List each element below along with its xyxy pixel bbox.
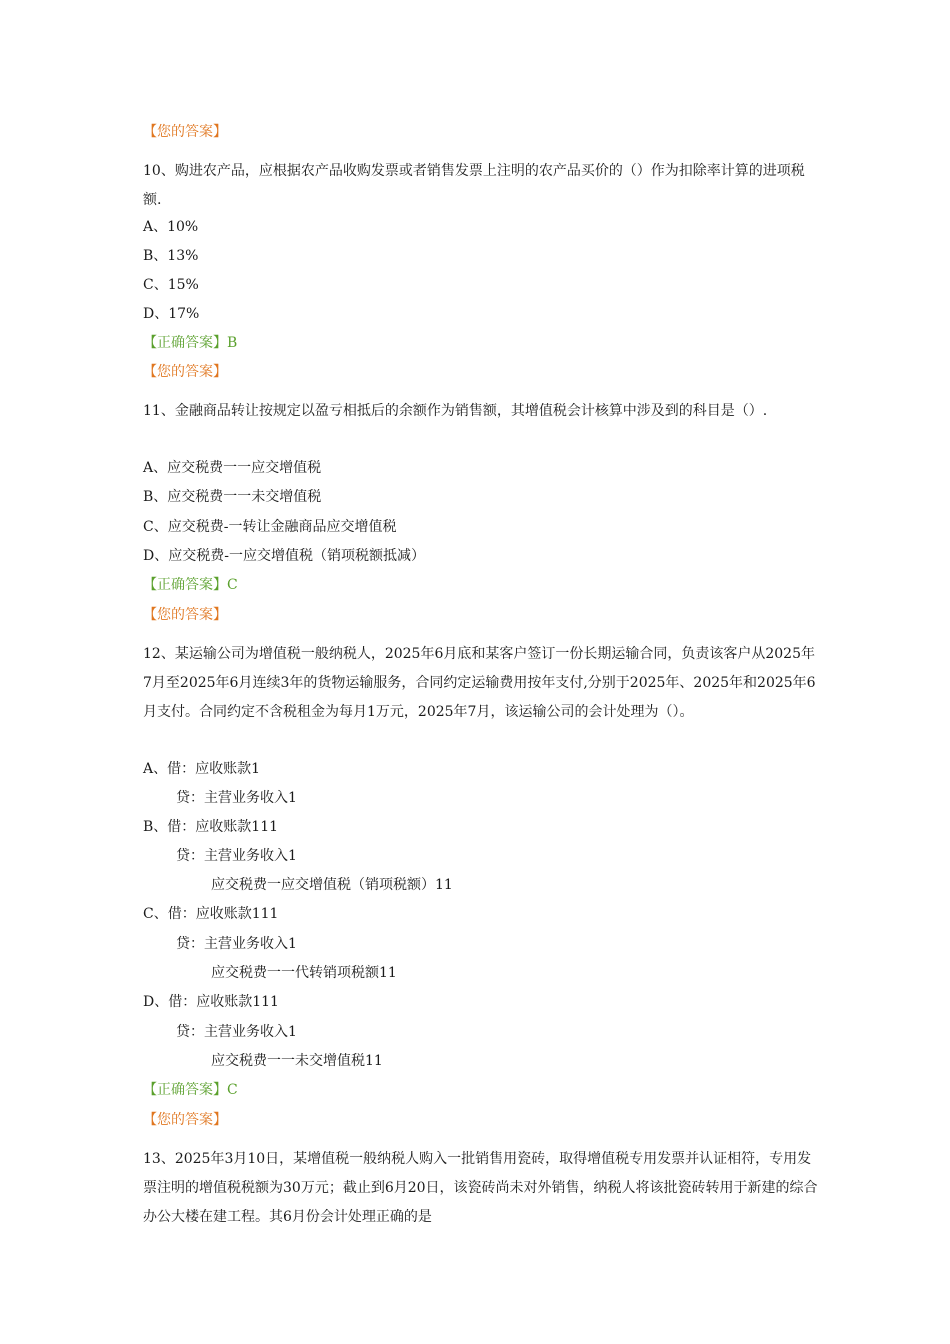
correct-answer-value: C: [227, 1082, 238, 1098]
question-12-option-a-credit: 贷：主营业务收入1: [176, 790, 297, 806]
question-11-stem: 11、金融商品转让按规定以盈亏相抵后的余额作为销售额，其增值税会计核算中涉及到的科目是（）.: [143, 403, 768, 419]
question-12-your-answer: 【您的答案】: [143, 1112, 227, 1128]
question-11-option-d: D、应交税费-一应交增值税（销项税额抵减）: [143, 548, 425, 564]
question-11-correct-answer: [143, 575, 238, 595]
question-11-option-c: C、应交税费-一转让金融商品应交增值税: [143, 519, 397, 535]
question-12-option-a-debit: A、借：应收账款1: [143, 761, 261, 777]
correct-answer-label: 【正确答案】: [143, 1082, 227, 1098]
question-12-option-c-credit: 贷：主营业务收入1: [176, 936, 297, 952]
question-11-option-a: A、应交税费一一应交增值税: [143, 460, 322, 476]
question-12-stem: 12、某运输公司为增值税一般纳税人，2025年6月底和某客户签订一份长期运输合同，负责该客户从2025年7月至2025年6月连续3年的货物运输服务，合同约定运输费用按年支付,分别于2025年、2025年和2025年6月支付。合同约定不含税租金为每月1万元，2025年7月，该运输公司的会计处理为（）。: [143, 646, 816, 720]
question-11-your-answer: 【您的答案】: [143, 607, 227, 623]
question-12-option-d-credit: 贷：主营业务收入1: [176, 1024, 297, 1040]
question-12-option-b-credit: 贷：主营业务收入1: [176, 848, 297, 864]
question-12-correct-answer: [143, 1080, 238, 1100]
question-10-option-c: C、15%: [143, 277, 199, 293]
question-13-stem: 13、2025年3月10日，某增值税一般纳税人购入一批销售用瓷砖，取得增值税专用发票并认证相符，专用发票注明的增值税税额为30万元；截止到6月20日，该瓷砖尚未对外销售，纳税人将该批瓷砖转用于新建的综合办公大楼在建工程。其6月份会计处理正确的是: [143, 1151, 818, 1225]
question-10-your-answer: 【您的答案】: [143, 364, 227, 380]
question-12-option-b-debit: B、借：应收账款111: [143, 819, 279, 835]
question-11-option-b: B、应交税费一一未交增值税: [143, 489, 322, 505]
correct-answer-value: C: [227, 577, 238, 593]
question-10-option-a: A、10%: [143, 219, 199, 235]
correct-answer-label: 【正确答案】: [143, 577, 227, 593]
correct-answer-label: 【正确答案】: [143, 335, 227, 351]
correct-answer-value: B: [227, 335, 238, 351]
question-10-correct-answer: [143, 333, 237, 353]
question-12-option-c-debit: C、借：应收账款111: [143, 906, 279, 922]
question-12-option-c-extra: 应交税费一一代转销项税额11: [211, 965, 397, 981]
question-10-option-d: D、17%: [143, 306, 200, 322]
question-12-option-b-extra: 应交税费一应交增值税（销项税额）11: [211, 877, 453, 893]
question-10-stem: 10、购进农产品，应根据农产品收购发票或者销售发票上注明的农产品买价的（）作为扣除率计算的进项税额.: [143, 163, 805, 208]
your-answer-label: 【您的答案】: [143, 124, 227, 140]
question-12-option-d-extra: 应交税费一一未交增值税11: [211, 1053, 383, 1069]
question-10-option-b: B、13%: [143, 248, 199, 264]
question-12-option-d-debit: D、借：应收账款111: [143, 994, 279, 1010]
